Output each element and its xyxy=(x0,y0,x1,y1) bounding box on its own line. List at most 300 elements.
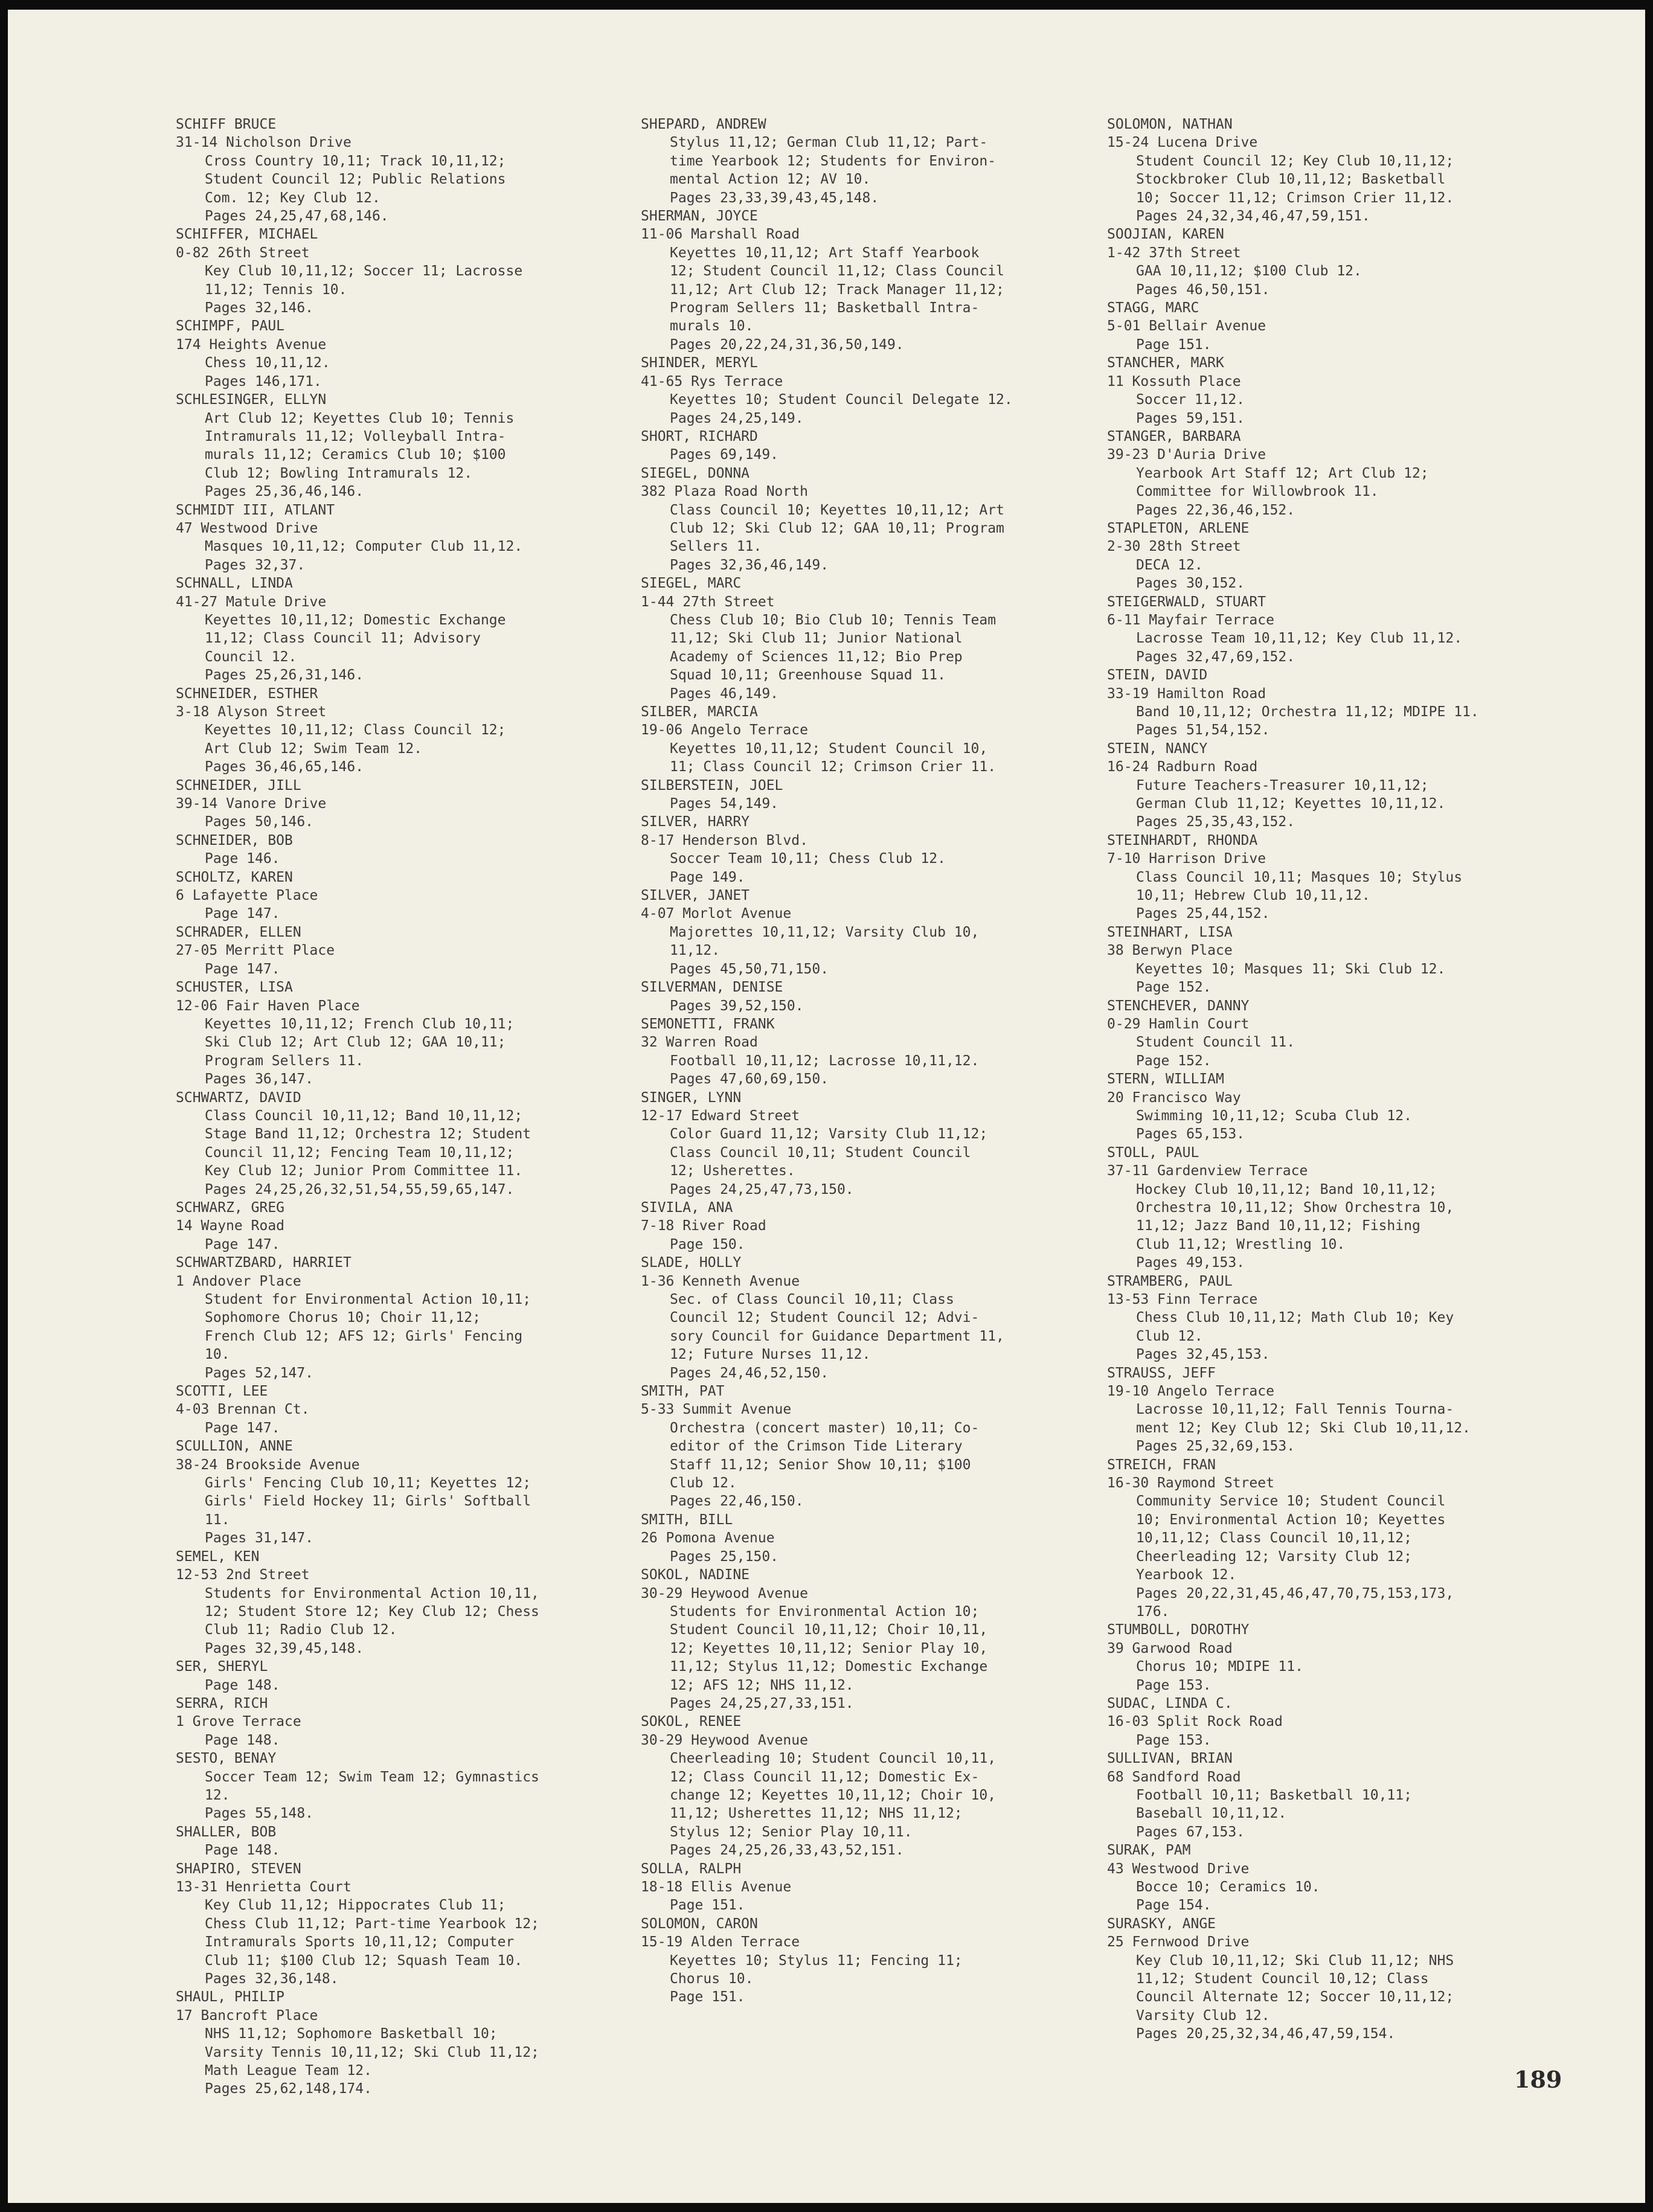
student-name: SCHNALL, LINDA xyxy=(176,575,293,592)
student-entry xyxy=(1107,666,1524,740)
student-address: 15-24 Lucena Drive xyxy=(1107,135,1258,151)
activity-line: Page 148. xyxy=(205,1732,280,1748)
activity-line: Student Council 12; Public Relations xyxy=(205,172,506,188)
student-entry xyxy=(641,1566,1076,1713)
activity-line: Orchestra (concert master) 10,11; Co- xyxy=(670,1420,980,1436)
student-name: SCHMIDT III, ATLANT xyxy=(176,502,335,518)
directory-column-2 xyxy=(641,115,1076,2007)
activity-line: Majorettes 10,11,12; Varsity Club 10, xyxy=(670,924,980,940)
activity-line: Pages 24,25,47,68,146. xyxy=(205,208,389,225)
student-address: 13-53 Finn Terrace xyxy=(1107,1292,1258,1307)
student-entry xyxy=(641,1713,1076,1859)
activity-line: Stockbroker Club 10,11,12; Basketball xyxy=(1136,172,1446,188)
student-address: 68 Sandford Road xyxy=(1107,1769,1241,1785)
student-entry xyxy=(641,1915,1076,2007)
activity-line: Yearbook Art Staff 12; Art Club 12; xyxy=(1136,465,1429,481)
student-name: SCHNEIDER, BOB xyxy=(176,832,293,848)
student-name: SHERMAN, JOYCE xyxy=(641,208,758,225)
activity-line: Pages 25,36,46,146. xyxy=(205,484,364,500)
student-name: STEINHART, LISA xyxy=(1107,924,1233,940)
activity-line: Committee for Willowbrook 11. xyxy=(1136,484,1379,500)
student-entry xyxy=(641,813,1076,886)
student-address: 19-06 Angelo Terrace xyxy=(641,722,808,739)
activity-line: Club 12. xyxy=(1136,1328,1203,1344)
activity-line: Pages 24,46,52,150. xyxy=(670,1365,829,1381)
activity-line: Council Alternate 12; Soccer 10,11,12; xyxy=(1136,1989,1454,2005)
student-name: SCHOLTZ, KAREN xyxy=(176,869,293,885)
activity-line: Pages 25,150. xyxy=(670,1548,779,1565)
student-entry xyxy=(176,501,611,575)
student-address: 16-24 Radburn Road xyxy=(1107,759,1258,775)
student-address: 174 Heights Avenue xyxy=(176,336,327,353)
activity-line: Color Guard 11,12; Varsity Club 11,12; xyxy=(670,1126,988,1143)
student-name: SOKOL, NADINE xyxy=(641,1567,750,1583)
activity-line: Page 153. xyxy=(1136,1677,1212,1693)
student-name: STANCHER, MARK xyxy=(1107,355,1224,371)
activity-line: Pages 24,25,149. xyxy=(670,410,804,426)
student-address: 41-27 Matule Drive xyxy=(176,594,327,610)
student-name: SILVER, JANET xyxy=(641,888,750,904)
student-entry xyxy=(641,978,1076,1015)
student-address: 1 Andover Place xyxy=(176,1273,301,1289)
student-name: SCHNEIDER, ESTHER xyxy=(176,685,318,702)
activity-line: Pages 46,149. xyxy=(670,685,779,702)
activity-line: Page 146. xyxy=(205,851,280,867)
student-entry xyxy=(176,317,611,391)
activity-line: Student Council 11. xyxy=(1136,1034,1295,1051)
activity-line: Soccer Team 10,11; Chess Club 12. xyxy=(670,851,946,867)
student-address: 38 Berwyn Place xyxy=(1107,943,1233,959)
activity-line: change 12; Keyettes 10,11,12; Choir 10, xyxy=(670,1787,997,1803)
activity-line: Chess 10,11,12. xyxy=(205,355,330,371)
activity-line: Pages 25,44,152. xyxy=(1136,906,1270,922)
activity-line: Pages 59,151. xyxy=(1136,410,1245,426)
activity-line: Chorus 10; MDIPE 11. xyxy=(1136,1659,1303,1675)
student-name: SIVILA, ANA xyxy=(641,1199,733,1216)
student-entry xyxy=(1107,593,1524,667)
student-name: STEIN, NANCY xyxy=(1107,740,1208,757)
student-entry xyxy=(176,1089,611,1199)
student-entry xyxy=(641,886,1076,978)
activity-line: Stylus 11,12; German Club 11,12; Part- xyxy=(670,135,988,151)
activity-line: Swimming 10,11,12; Scuba Club 12. xyxy=(1136,1108,1412,1124)
activity-line: Keyettes 10; Stylus 11; Fencing 11; xyxy=(670,1952,963,1969)
activity-line: Club 12; Bowling Intramurals 12. xyxy=(205,465,473,481)
student-name: SERRA, RICH xyxy=(176,1695,268,1711)
student-entry xyxy=(1107,1272,1524,1364)
activity-line: Pages 67,153. xyxy=(1136,1824,1245,1840)
activity-line: Key Club 10,11,12; Soccer 11; Lacrosse xyxy=(205,263,523,280)
activity-line: Soccer Team 12; Swim Team 12; Gymnastics xyxy=(205,1769,539,1785)
student-name: SIEGEL, DONNA xyxy=(641,465,750,481)
activity-line: Academy of Sciences 11,12; Bio Prep xyxy=(670,649,963,665)
student-name: SHEPARD, ANDREW xyxy=(641,117,766,132)
activity-line: 12; Future Nurses 11,12. xyxy=(670,1347,871,1363)
activity-line: murals 10. xyxy=(670,318,754,335)
activity-line: Lacrosse Team 10,11,12; Key Club 11,12. xyxy=(1136,630,1463,647)
activity-line: Cheerleading 10; Student Council 10,11, xyxy=(670,1751,997,1767)
student-entry xyxy=(176,1199,611,1254)
activity-line: Pages 146,171. xyxy=(205,373,322,390)
student-address: 18-18 Ellis Avenue xyxy=(641,1879,792,1895)
activity-line: Stylus 12; Senior Play 10,11. xyxy=(670,1824,913,1840)
activity-line: Sellers 11. xyxy=(670,539,762,555)
yearbook-page xyxy=(8,10,1645,2203)
activity-line: Cheerleading 12; Varsity Club 12; xyxy=(1136,1548,1412,1565)
activity-line: Football 10,11,12; Lacrosse 10,11,12. xyxy=(670,1053,980,1069)
student-name: STOLL, PAUL xyxy=(1107,1144,1199,1161)
student-entry xyxy=(641,1015,1076,1089)
activity-line: Pages 51,54,152. xyxy=(1136,722,1270,739)
student-address: 1-36 Kenneth Avenue xyxy=(641,1273,800,1289)
student-name: SCHRADER, ELLEN xyxy=(176,924,301,940)
activity-line: 176. xyxy=(1136,1603,1170,1620)
student-name: SCHWARZ, GREG xyxy=(176,1199,285,1216)
page-number: 189 xyxy=(1514,2066,1562,2093)
activity-line: Students for Environmental Action 10,11, xyxy=(205,1585,539,1601)
activity-line: Cross Country 10,11; Track 10,11,12; xyxy=(205,153,506,169)
directory-column-1 xyxy=(176,115,611,2098)
student-name: SHINDER, MERYL xyxy=(641,355,758,371)
activity-line: Pages 25,62,148,174. xyxy=(205,2081,372,2097)
activity-line: Student Council 12; Key Club 10,11,12; xyxy=(1136,153,1454,169)
student-entry xyxy=(641,354,1076,428)
activity-line: Pages 32,36,148. xyxy=(205,1971,339,1987)
student-entry xyxy=(1107,1915,1524,2044)
activity-line: Pages 46,50,151. xyxy=(1136,281,1270,298)
student-address: 5-01 Bellair Avenue xyxy=(1107,318,1266,335)
activity-line: 11,12; Usherettes 11,12; NHS 11,12; xyxy=(670,1806,963,1822)
student-entry xyxy=(176,1860,611,1989)
activity-line: Art Club 12; Swim Team 12. xyxy=(205,740,423,757)
activity-line: Page 154. xyxy=(1136,1897,1212,1914)
activity-line: Bocce 10; Ceramics 10. xyxy=(1136,1879,1320,1895)
student-name: SMITH, BILL xyxy=(641,1512,733,1528)
student-address: 33-19 Hamilton Road xyxy=(1107,685,1266,702)
activity-line: sory Council for Guidance Department 11, xyxy=(670,1328,1004,1344)
activity-line: Pages 52,147. xyxy=(205,1365,314,1381)
student-entry xyxy=(1107,1621,1524,1694)
activity-line: 11,12; Student Council 10,12; Class xyxy=(1136,1971,1429,1987)
student-address: 16-30 Raymond Street xyxy=(1107,1475,1274,1492)
student-name: STAGG, MARC xyxy=(1107,300,1199,316)
activity-line: 12; Usherettes. xyxy=(670,1163,795,1179)
student-name: SCOTTI, LEE xyxy=(176,1383,268,1400)
directory-column-3 xyxy=(1107,115,1524,2044)
student-entry xyxy=(641,777,1076,813)
activity-line: Pages 49,153. xyxy=(1136,1255,1245,1271)
student-address: 1 Grove Terrace xyxy=(176,1714,301,1730)
activity-line: ment 12; Key Club 12; Ski Club 10,11,12. xyxy=(1136,1420,1471,1436)
student-entry xyxy=(176,1658,611,1694)
student-name: SINGER, LYNN xyxy=(641,1089,742,1106)
student-name: STUMBOLL, DOROTHY xyxy=(1107,1622,1250,1638)
student-name: SESTO, BENAY xyxy=(176,1751,277,1767)
student-entry xyxy=(176,1988,611,2098)
student-name: SEMEL, KEN xyxy=(176,1548,260,1565)
activity-line: Club 11,12; Wrestling 10. xyxy=(1136,1236,1346,1252)
activity-line: Page 147. xyxy=(205,906,280,922)
student-name: SMITH, PAT xyxy=(641,1383,725,1400)
student-address: 39-14 Vanore Drive xyxy=(176,796,327,812)
student-entry xyxy=(176,978,611,1088)
activity-line: 11,12; Stylus 11,12; Domestic Exchange xyxy=(670,1659,988,1675)
student-name: SURAK, PAM xyxy=(1107,1842,1191,1859)
student-entry xyxy=(176,1548,611,1658)
activity-line: Sec. of Class Council 10,11; Class xyxy=(670,1292,954,1307)
activity-line: Pages 32,47,69,152. xyxy=(1136,649,1295,665)
student-address: 14 Wayne Road xyxy=(176,1218,285,1234)
activity-line: Lacrosse 10,11,12; Fall Tennis Tourna- xyxy=(1136,1402,1454,1418)
student-address: 2-30 28th Street xyxy=(1107,539,1241,555)
activity-line: Pages 24,25,26,32,51,54,55,59,65,147. xyxy=(205,1181,515,1197)
activity-line: Chess Club 10; Bio Club 10; Tennis Team xyxy=(670,612,997,628)
student-address: 16-03 Split Rock Road xyxy=(1107,1714,1283,1730)
activity-line: Club 11; Radio Club 12. xyxy=(205,1622,397,1638)
activity-line: Key Club 12; Junior Prom Committee 11. xyxy=(205,1163,523,1179)
activity-line: Pages 54,149. xyxy=(670,796,779,812)
activity-line: Varsity Tennis 10,11,12; Ski Club 11,12; xyxy=(205,2044,539,2060)
activity-line: Pages 55,148. xyxy=(205,1806,314,1822)
activity-line: 11,12; Art Club 12; Track Manager 11,12; xyxy=(670,281,1004,298)
student-address: 37-11 Gardenview Terrace xyxy=(1107,1163,1308,1179)
activity-line: Pages 32,39,45,148. xyxy=(205,1640,364,1656)
activity-line: Program Sellers 11; Basketball Intra- xyxy=(670,300,980,316)
student-entry xyxy=(641,115,1076,207)
activity-line: Page 148. xyxy=(205,1677,280,1693)
activity-line: Pages 22,46,150. xyxy=(670,1493,804,1510)
activity-line: Class Council 10,11,12; Band 10,11,12; xyxy=(205,1108,523,1124)
activity-line: Future Teachers-Treasurer 10,11,12; xyxy=(1136,777,1429,793)
student-address: 32 Warren Road xyxy=(641,1034,758,1051)
activity-line: German Club 11,12; Keyettes 10,11,12. xyxy=(1136,796,1446,812)
student-address: 19-10 Angelo Terrace xyxy=(1107,1383,1274,1400)
student-name: STRAMBERG, PAUL xyxy=(1107,1273,1233,1289)
student-entry xyxy=(641,1199,1076,1254)
student-name: STENCHEVER, DANNY xyxy=(1107,998,1250,1014)
student-entry xyxy=(1107,997,1524,1071)
student-entry xyxy=(641,464,1076,574)
activity-line: Page 152. xyxy=(1136,979,1212,996)
activity-line: 12; Student Council 11,12; Class Council xyxy=(670,263,1004,280)
student-address: 15-19 Alden Terrace xyxy=(641,1934,800,1951)
activity-line: Keyettes 10,11,12; French Club 10,11; xyxy=(205,1016,515,1032)
activity-line: DECA 12. xyxy=(1136,557,1203,573)
activity-line: Keyettes 10,11,12; Class Council 12; xyxy=(205,722,506,739)
activity-line: Pages 30,152. xyxy=(1136,575,1245,592)
activity-line: Sophomore Chorus 10; Choir 11,12; xyxy=(205,1310,481,1326)
activity-line: Squad 10,11; Greenhouse Squad 11. xyxy=(670,667,946,684)
student-name: SCHNEIDER, JILL xyxy=(176,777,301,793)
activity-line: Stage Band 11,12; Orchestra 12; Student xyxy=(205,1126,531,1143)
activity-line: Pages 45,50,71,150. xyxy=(670,961,829,977)
activity-line: Page 147. xyxy=(205,1420,280,1436)
activity-line: Pages 39,52,150. xyxy=(670,998,804,1014)
student-entry xyxy=(176,1823,611,1860)
student-address: 30-29 Heywood Avenue xyxy=(641,1585,808,1601)
student-name: SCHIMPF, PAUL xyxy=(176,318,285,335)
activity-line: Pages 24,25,27,33,151. xyxy=(670,1695,854,1711)
student-address: 7-18 River Road xyxy=(641,1218,766,1234)
activity-line: 10,11,12; Class Council 10,11,12; xyxy=(1136,1530,1412,1547)
activity-line: Pages 36,147. xyxy=(205,1071,314,1088)
activity-line: Girls' Fencing Club 10,11; Keyettes 12; xyxy=(205,1475,531,1492)
activity-line: Student for Environmental Action 10,11; xyxy=(205,1292,531,1307)
student-entry xyxy=(176,225,611,317)
student-address: 39-23 D'Auria Drive xyxy=(1107,447,1266,463)
activity-line: Pages 20,25,32,34,46,47,59,154. xyxy=(1136,2026,1396,2042)
activity-line: Chess Club 11,12; Part-time Yearbook 12; xyxy=(205,1915,539,1932)
student-address: 26 Pomona Avenue xyxy=(641,1530,775,1547)
student-entry xyxy=(176,1437,611,1547)
activity-line: Council 11,12; Fencing Team 10,11,12; xyxy=(205,1144,515,1161)
activity-line: Orchestra 10,11,12; Show Orchestra 10, xyxy=(1136,1199,1454,1216)
student-entry xyxy=(641,1382,1076,1511)
student-entry xyxy=(641,1511,1076,1566)
student-entry xyxy=(641,207,1076,354)
student-name: SCHIFFER, MICHAEL xyxy=(176,226,318,243)
activity-line: Page 147. xyxy=(205,961,280,977)
student-name: STREICH, FRAN xyxy=(1107,1457,1216,1473)
student-name: STEIGERWALD, STUART xyxy=(1107,594,1266,610)
activity-line: Council 12; Student Council 12; Advi- xyxy=(670,1310,980,1326)
student-address: 12-17 Edward Street xyxy=(641,1108,800,1124)
student-name: SLADE, HOLLY xyxy=(641,1255,742,1271)
student-name: STANGER, BARBARA xyxy=(1107,428,1241,444)
activity-line: Band 10,11,12; Orchestra 11,12; MDIPE 11. xyxy=(1136,704,1479,720)
activity-line: Ski Club 12; Art Club 12; GAA 10,11; xyxy=(205,1034,506,1051)
activity-line: Pages 32,37. xyxy=(205,557,306,573)
activity-line: Intramurals 11,12; Volleyball Intra- xyxy=(205,428,506,444)
activity-line: NHS 11,12; Sophomore Basketball 10; xyxy=(205,2026,498,2042)
student-address: 41-65 Rys Terrace xyxy=(641,373,783,390)
student-name: SURASKY, ANGE xyxy=(1107,1915,1216,1932)
student-entry xyxy=(1107,1364,1524,1456)
activity-line: Class Council 10,11; Masques 10; Stylus xyxy=(1136,869,1463,885)
student-entry xyxy=(176,685,611,777)
activity-line: Pages 50,146. xyxy=(205,814,314,830)
activity-line: time Yearbook 12; Students for Environ- xyxy=(670,153,997,169)
student-name: SOKOL, RENEE xyxy=(641,1714,742,1730)
student-entry xyxy=(641,574,1076,703)
activity-line: Baseball 10,11,12. xyxy=(1136,1806,1287,1822)
student-entry xyxy=(176,391,611,501)
student-entry xyxy=(176,1694,611,1749)
activity-line: Key Club 11,12; Hippocrates Club 11; xyxy=(205,1897,506,1914)
student-name: SILVERMAN, DENISE xyxy=(641,979,783,996)
student-address: 7-10 Harrison Drive xyxy=(1107,851,1266,867)
student-name: STERN, WILLIAM xyxy=(1107,1071,1224,1088)
activity-line: 10,11; Hebrew Club 10,11,12. xyxy=(1136,888,1370,904)
activity-line: Football 10,11; Basketball 10,11; xyxy=(1136,1787,1412,1803)
student-entry xyxy=(176,868,611,923)
activity-line: Pages 47,60,69,150. xyxy=(670,1071,829,1088)
activity-line: Varsity Club 12. xyxy=(1136,2007,1270,2024)
student-entry xyxy=(1107,428,1524,519)
activity-line: Page 148. xyxy=(205,1842,280,1859)
student-entry xyxy=(176,1254,611,1382)
student-entry xyxy=(641,1860,1076,1915)
student-address: 0-29 Hamlin Court xyxy=(1107,1016,1250,1032)
student-name: SCHUSTER, LISA xyxy=(176,979,293,996)
activity-line: Math League Team 12. xyxy=(205,2063,372,2079)
activity-line: 12; Keyettes 10,11,12; Senior Play 10, xyxy=(670,1640,988,1656)
activity-line: Keyettes 10; Student Council Delegate 12. xyxy=(670,392,1013,408)
student-entry xyxy=(1107,1070,1524,1144)
student-name: STRAUSS, JEFF xyxy=(1107,1365,1216,1381)
student-entry xyxy=(1107,1694,1524,1749)
student-entry xyxy=(1107,519,1524,593)
student-address: 5-33 Summit Avenue xyxy=(641,1402,792,1418)
activity-line: Community Service 10; Student Council xyxy=(1136,1493,1446,1510)
student-address: 43 Westwood Drive xyxy=(1107,1861,1250,1877)
student-name: SOLOMON, CARON xyxy=(641,1915,758,1932)
activity-line: 11; Class Council 12; Crimson Crier 11. xyxy=(670,759,997,775)
activity-line: Pages 31,147. xyxy=(205,1530,314,1547)
student-entry xyxy=(1107,832,1524,923)
activity-line: Page 149. xyxy=(670,869,745,885)
activity-line: 12; AFS 12; NHS 11,12. xyxy=(670,1677,854,1693)
activity-line: editor of the Crimson Tide Literary xyxy=(670,1438,963,1455)
activity-line: murals 11,12; Ceramics Club 10; $100 xyxy=(205,447,506,463)
activity-line: Pages 24,25,26,33,43,52,151. xyxy=(670,1842,904,1859)
student-name: SCHWARTZ, DAVID xyxy=(176,1089,301,1106)
activity-line: Keyettes 10; Masques 11; Ski Club 12. xyxy=(1136,961,1446,977)
activity-line: Keyettes 10,11,12; Domestic Exchange xyxy=(205,612,506,628)
student-address: 11-06 Marshall Road xyxy=(641,226,800,243)
student-entry xyxy=(176,832,611,868)
activity-line: Pages 20,22,24,31,36,50,149. xyxy=(670,336,904,353)
student-address: 38-24 Brookside Avenue xyxy=(176,1457,360,1473)
student-entry xyxy=(1107,923,1524,997)
activity-line: Pages 25,26,31,146. xyxy=(205,667,364,684)
student-address: 25 Fernwood Drive xyxy=(1107,1934,1250,1951)
activity-line: 11,12; Ski Club 11; Junior National xyxy=(670,630,963,647)
activity-line: Soccer 11,12. xyxy=(1136,392,1245,408)
activity-line: 10; Environmental Action 10; Keyettes xyxy=(1136,1512,1446,1528)
student-entry xyxy=(1107,1749,1524,1841)
activity-line: Student Council 10,11,12; Choir 10,11, xyxy=(670,1622,988,1638)
student-entry xyxy=(176,1749,611,1823)
activity-line: Pages 20,22,31,45,46,47,70,75,153,173, xyxy=(1136,1585,1454,1601)
activity-line: Students for Environmental Action 10; xyxy=(670,1603,980,1620)
activity-line: Yearbook 12. xyxy=(1136,1567,1237,1583)
student-name: SUDAC, LINDA C. xyxy=(1107,1695,1233,1711)
student-name: SHALLER, BOB xyxy=(176,1824,277,1840)
activity-line: 11,12. xyxy=(670,943,721,959)
activity-line: Program Sellers 11. xyxy=(205,1053,364,1069)
student-address: 0-82 26th Street xyxy=(176,245,310,261)
activity-line: Pages 32,36,46,149. xyxy=(670,557,829,573)
activity-line: Pages 25,35,43,152. xyxy=(1136,814,1295,830)
student-entry xyxy=(1107,354,1524,428)
student-address: 1-44 27th Street xyxy=(641,594,775,610)
activity-line: Page 151. xyxy=(1136,336,1212,353)
activity-line: Key Club 10,11,12; Ski Club 11,12; NHS xyxy=(1136,1952,1454,1969)
student-name: SOLLA, RALPH xyxy=(641,1861,742,1877)
student-address: 6-11 Mayfair Terrace xyxy=(1107,612,1274,628)
student-entry xyxy=(641,703,1076,777)
activity-line: Pages 24,32,34,46,47,59,151. xyxy=(1136,208,1370,225)
student-entry xyxy=(1107,225,1524,299)
activity-line: 11,12; Class Council 11; Advisory xyxy=(205,630,481,647)
activity-line: Club 12. xyxy=(670,1475,737,1492)
activity-line: Intramurals Sports 10,11,12; Computer xyxy=(205,1934,515,1951)
student-name: SER, SHERYL xyxy=(176,1659,268,1675)
student-name: SCHWARTZBARD, HARRIET xyxy=(176,1255,351,1271)
student-address: 20 Francisco Way xyxy=(1107,1089,1241,1106)
activity-line: Masques 10,11,12; Computer Club 11,12. xyxy=(205,539,523,555)
